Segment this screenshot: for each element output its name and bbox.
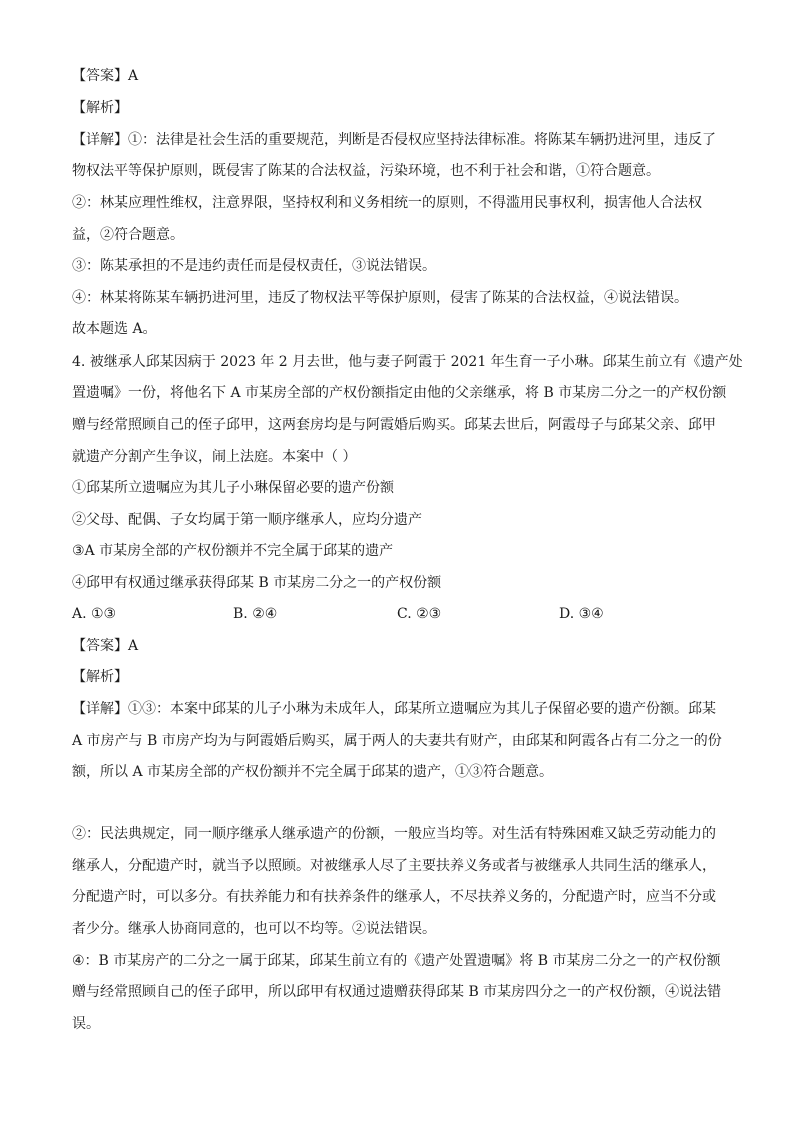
q3-detail-line: ③：陈某承担的不是违约责任而是侵权责任，③说法错误。 — [72, 258, 436, 274]
q4-options — [72, 604, 722, 624]
q4-statement: ①邱某所立遗嘱应为其儿子小琳保留必要的遗产份额 — [72, 480, 394, 496]
q3-detail-line: 物权法平等保护原则，既侵害了陈某的合法权益，污染环境，也不利于社会和谐，①符合题意。 — [72, 163, 660, 179]
q4-statement: ④邱甲有权通过继承获得邱某 B 市某房二分之一的产权份额 — [72, 575, 442, 591]
q3-answer: 【答案】A — [72, 68, 139, 84]
q4-stem-line: 就遗产分割产生争议，闹上法庭。本案中（ ） — [72, 449, 357, 465]
q4-analysis-heading: 【解析】 — [72, 669, 128, 685]
q4-detail-line: 者少分。继承人协商同意的，也可以不均等。②说法错误。 — [72, 921, 436, 937]
q4-stem-line: 置遗嘱》一份，将他名下 A 市某房全部的产权份额指定由他的父亲继承，将 B 市某房二分之一的产权份额 — [72, 385, 727, 401]
q4-detail-line: A 市房产与 B 市房产均为与阿霞婚后购买，属于两人的夫妻共有财产，由邱某和阿霞各占有二分之一的份 — [72, 733, 722, 749]
q4-detail-line: ②：民法典规定，同一顺序继承人继承遗产的份额，一般应当均等。对生活有特殊困难又缺乏劳动能力的 — [72, 826, 716, 842]
q4-answer: 【答案】A — [72, 638, 139, 654]
q3-analysis-heading: 【解析】 — [72, 100, 128, 116]
q3-detail-line: ②：林某应理性维权，注意界限，坚持权利和义务相统一的原则，不得滥用民事权利，损害他人合法权 — [72, 195, 702, 211]
q4-detail-line: 赠与经常照顾自己的侄子邱甲，所以邱甲有权通过遗赠获得邱某 B 市某房四分之一的产权份额，④说法错 — [72, 984, 722, 1000]
q4-stem-line: 赠与经常照顾自己的侄子邱甲，这两套房均是与阿霞婚后购买。邱某去世后，阿霞母子与邱某父亲、邱甲 — [72, 417, 716, 433]
q4-detail-line: 分配遗产时，可以多分。有扶养能力和有扶养条件的继承人，不尽扶养义务的，分配遗产时，应当不分或 — [72, 889, 716, 905]
q4-statement: ②父母、配偶、子女均属于第一顺序继承人，应均分遗产 — [72, 512, 422, 528]
q4-option-b: B. ②④ — [233, 606, 278, 622]
q4-option-a: A. ①③ — [72, 606, 117, 622]
q4-detail-line: 继承人，分配遗产时，就当予以照顾。对被继承人尽了主要扶养义务或者与被继承人共同生活的继承人， — [72, 858, 716, 874]
q4-detail-line: 额，所以 A 市某房全部的产权份额并不完全属于邱某的遗产，①③符合题意。 — [72, 764, 554, 780]
q4-option-c: C. ②③ — [397, 606, 442, 622]
q4-statement: ③A 市某房全部的产权份额并不完全属于邱某的遗产 — [72, 543, 394, 559]
q4-detail-line: 误。 — [72, 1016, 100, 1032]
q3-conclusion: 故本题选 A。 — [72, 321, 157, 337]
q4-detail-line: 【详解】①③：本案中邱某的儿子小琳为未成年人，邱某所立遗嘱应为其儿子保留必要的遗产份额。邱某 — [72, 701, 716, 717]
q3-detail-line: 益，②符合题意。 — [72, 227, 184, 243]
q4-stem-line: 4. 被继承人邱某因病于 2023 年 2 月去世，他与妻子阿霞于 2021 年生育一子小琳。邱某生前立有《遗产处 — [72, 354, 743, 370]
q4-option-d: D. ③④ — [559, 606, 604, 622]
q3-detail-line: ④：林某将陈某车辆扔进河里，违反了物权法平等保护原则，侵害了陈某的合法权益，④说法错误。 — [72, 290, 688, 306]
q3-detail-line: 【详解】①：法律是社会生活的重要规范，判断是否侵权应坚持法律标准。将陈某车辆扔进河里，违反了 — [72, 132, 716, 148]
q4-detail-line: ④：B 市某房产的二分之一属于邱某，邱某生前立有的《遗产处置遗嘱》将 B 市某房二分之一的产权份额 — [72, 953, 721, 969]
